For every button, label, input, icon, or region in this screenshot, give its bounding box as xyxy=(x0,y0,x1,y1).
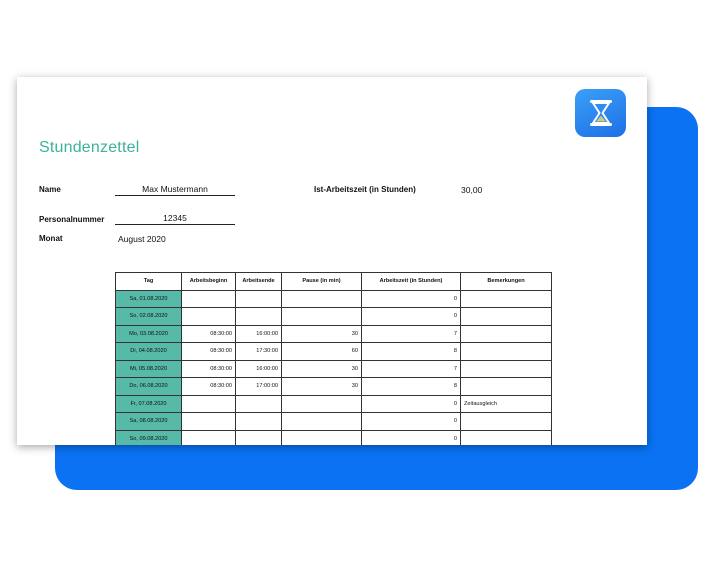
cell-arbeitsbeginn[interactable]: 08:30:00 xyxy=(182,343,236,361)
column-header: Arbeitsbeginn xyxy=(182,273,236,291)
cell-pause[interactable] xyxy=(282,290,362,308)
timesheet-document xyxy=(17,77,647,445)
name-label: Name xyxy=(39,185,61,194)
cell-pause[interactable] xyxy=(282,308,362,326)
cell-bemerkungen[interactable] xyxy=(461,413,552,431)
monat-value: August 2020 xyxy=(118,234,166,244)
personalnummer-value: 12345 xyxy=(115,213,235,225)
cell-tag[interactable]: Di, 04.08.2020 xyxy=(116,343,182,361)
cell-arbeitszeit[interactable]: 0 xyxy=(362,290,461,308)
personalnummer-label: Personalnummer xyxy=(39,215,105,224)
cell-pause[interactable]: 30 xyxy=(282,325,362,343)
cell-arbeitszeit[interactable]: 0 xyxy=(362,430,461,445)
cell-tag[interactable]: So, 02.08.2020 xyxy=(116,308,182,326)
table-row xyxy=(116,378,552,396)
cell-pause[interactable] xyxy=(282,395,362,413)
cell-arbeitszeit[interactable]: 0 xyxy=(362,308,461,326)
cell-arbeitszeit[interactable]: 8 xyxy=(362,378,461,396)
cell-bemerkungen[interactable] xyxy=(461,290,552,308)
cell-tag[interactable]: Do, 06.08.2020 xyxy=(116,378,182,396)
cell-arbeitszeit[interactable]: 0 xyxy=(362,395,461,413)
cell-tag[interactable]: Mi, 05.08.2020 xyxy=(116,360,182,378)
table-row xyxy=(116,343,552,361)
cell-arbeitsbeginn[interactable] xyxy=(182,308,236,326)
monat-label: Monat xyxy=(39,234,63,243)
cell-pause[interactable]: 60 xyxy=(282,343,362,361)
cell-arbeitsende[interactable] xyxy=(236,395,282,413)
cell-arbeitsbeginn[interactable]: 08:30:00 xyxy=(182,325,236,343)
cell-bemerkungen[interactable]: Zeitausgleich xyxy=(461,395,552,413)
cell-bemerkungen[interactable] xyxy=(461,325,552,343)
cell-tag[interactable]: Sa, 01.08.2020 xyxy=(116,290,182,308)
cell-arbeitsende[interactable] xyxy=(236,290,282,308)
cell-arbeitsende[interactable]: 17:30:00 xyxy=(236,343,282,361)
table-row xyxy=(116,413,552,431)
cell-arbeitszeit[interactable]: 8 xyxy=(362,343,461,361)
table-row xyxy=(116,395,552,413)
cell-pause[interactable] xyxy=(282,413,362,431)
cell-tag[interactable]: Mo, 03.08.2020 xyxy=(116,325,182,343)
cell-bemerkungen[interactable] xyxy=(461,430,552,445)
cell-arbeitszeit[interactable]: 7 xyxy=(362,325,461,343)
ist-arbeitszeit-label: Ist-Arbeitszeit (in Stunden) xyxy=(314,185,416,194)
cell-pause[interactable]: 30 xyxy=(282,360,362,378)
cell-bemerkungen[interactable] xyxy=(461,308,552,326)
timesheet-table xyxy=(115,272,552,445)
column-header: Bemerkungen xyxy=(461,273,552,291)
table-row xyxy=(116,430,552,445)
cell-arbeitszeit[interactable]: 0 xyxy=(362,413,461,431)
column-header: Arbeitszeit (in Stunden) xyxy=(362,273,461,291)
cell-pause[interactable] xyxy=(282,430,362,445)
hourglass-icon xyxy=(575,89,626,137)
table-row xyxy=(116,360,552,378)
page-title: Stundenzettel xyxy=(39,139,140,156)
cell-arbeitsbeginn[interactable]: 08:30:00 xyxy=(182,378,236,396)
cell-arbeitsbeginn[interactable] xyxy=(182,430,236,445)
column-header: Arbeitsende xyxy=(236,273,282,291)
table-row xyxy=(116,325,552,343)
cell-arbeitsende[interactable]: 16:00:00 xyxy=(236,360,282,378)
column-header: Tag xyxy=(116,273,182,291)
cell-bemerkungen[interactable] xyxy=(461,360,552,378)
table-header-row xyxy=(116,273,552,291)
ist-arbeitszeit-value: 30,00 xyxy=(461,185,483,195)
cell-bemerkungen[interactable] xyxy=(461,378,552,396)
cell-tag[interactable]: So, 09.08.2020 xyxy=(116,430,182,445)
table-row xyxy=(116,308,552,326)
name-value: Max Mustermann xyxy=(115,184,235,196)
cell-arbeitsende[interactable]: 16:00:00 xyxy=(236,325,282,343)
cell-tag[interactable]: Fr, 07.08.2020 xyxy=(116,395,182,413)
cell-arbeitsbeginn[interactable]: 08:30:00 xyxy=(182,360,236,378)
cell-arbeitsende[interactable] xyxy=(236,413,282,431)
cell-pause[interactable]: 30 xyxy=(282,378,362,396)
cell-arbeitsbeginn[interactable] xyxy=(182,290,236,308)
cell-arbeitsende[interactable] xyxy=(236,308,282,326)
cell-arbeitszeit[interactable]: 7 xyxy=(362,360,461,378)
cell-arbeitsbeginn[interactable] xyxy=(182,395,236,413)
cell-bemerkungen[interactable] xyxy=(461,343,552,361)
column-header: Pause (in min) xyxy=(282,273,362,291)
cell-arbeitsbeginn[interactable] xyxy=(182,413,236,431)
cell-arbeitsende[interactable] xyxy=(236,430,282,445)
cell-tag[interactable]: Sa, 08.08.2020 xyxy=(116,413,182,431)
cell-arbeitsende[interactable]: 17:00:00 xyxy=(236,378,282,396)
table-row xyxy=(116,290,552,308)
